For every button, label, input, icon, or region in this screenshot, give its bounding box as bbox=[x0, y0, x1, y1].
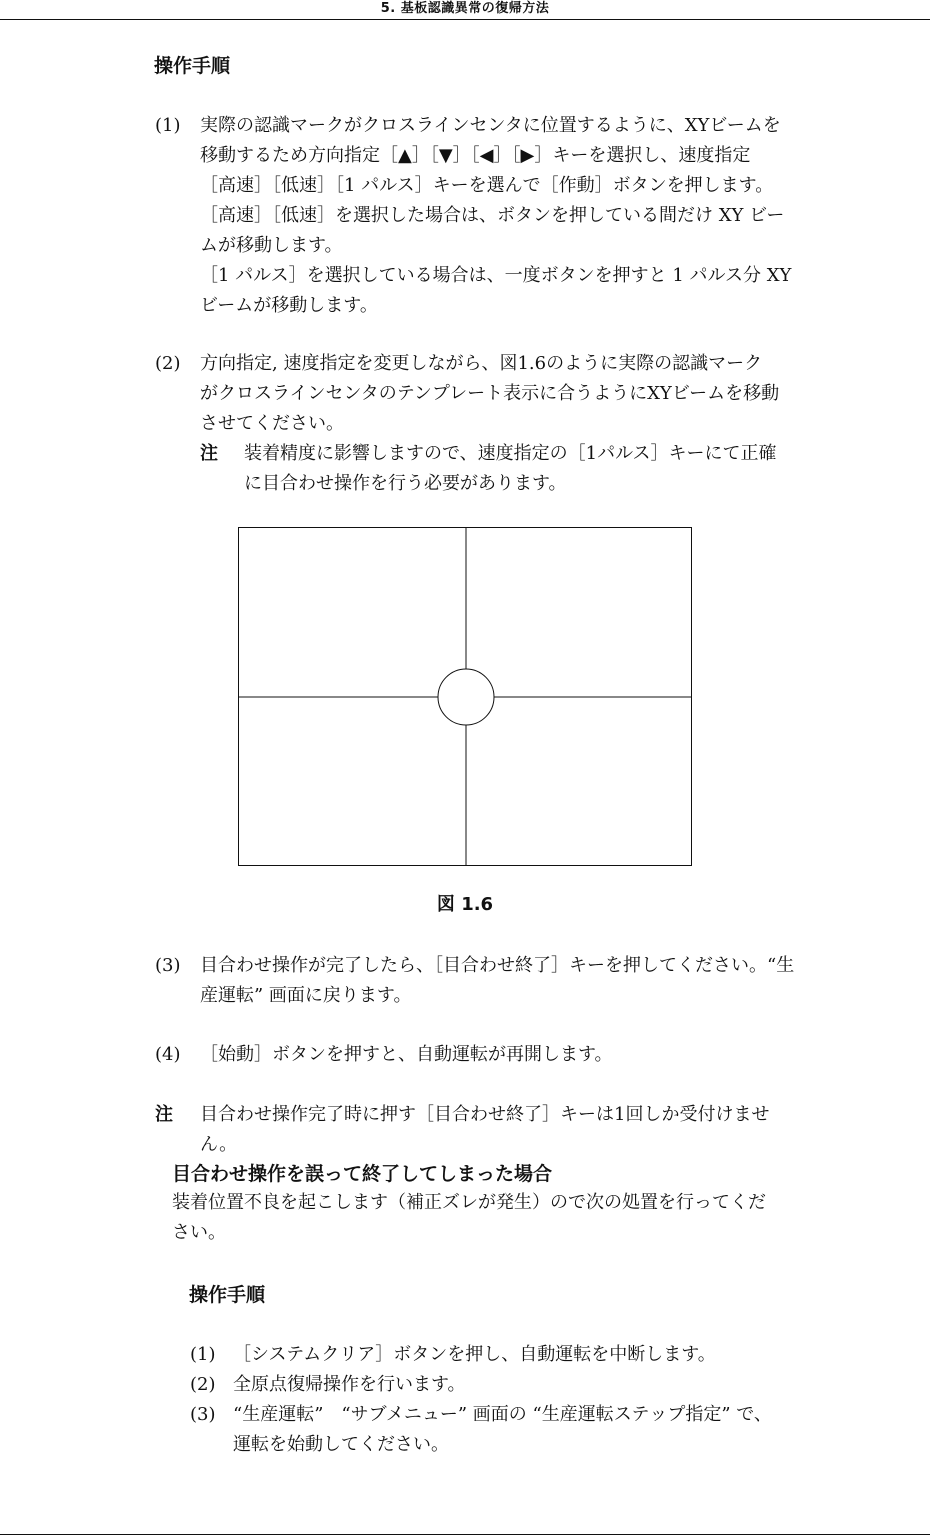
step-text bbox=[200, 111, 791, 321]
step-line: 移動するため方向指定［▲］［▼］［◀］［▶］キーを選択し、速度指定 bbox=[200, 145, 751, 166]
step-4 bbox=[155, 1040, 845, 1072]
recovery-step-number: (1) bbox=[190, 1344, 216, 1365]
step-line: がクロスラインセンタのテンプレート表示に合うようにXYビームを移動 bbox=[200, 383, 780, 404]
note-text bbox=[200, 1100, 769, 1160]
recovery-step-number: (3) bbox=[190, 1404, 216, 1425]
recovery-step-text bbox=[233, 1400, 772, 1460]
recovery-step-text bbox=[233, 1370, 466, 1400]
step-line: 実際の認識マークがクロスラインセンタに位置するように、XYビームを bbox=[200, 115, 781, 136]
note-body-line: さい。 bbox=[172, 1222, 226, 1243]
step-line: ［1 パルス］を選択している場合は、一度ボタンを押すと 1 パルス分 XY bbox=[200, 265, 792, 286]
caution-note bbox=[155, 1100, 845, 1250]
template-circle bbox=[438, 669, 494, 725]
crossline-figure bbox=[238, 527, 692, 866]
note-line: ん。 bbox=[200, 1134, 238, 1155]
step-line: させてください。 bbox=[200, 413, 344, 434]
recovery-steps bbox=[190, 1340, 850, 1465]
footer-rule bbox=[0, 1534, 930, 1535]
note-label: 注 bbox=[155, 1104, 173, 1125]
step-line: ［始動］ボタンを押すと、自動運転が再開します。 bbox=[200, 1044, 613, 1065]
note-line: に目合わせ操作を行う必要があります。 bbox=[244, 473, 567, 494]
step-line: ［高速］［低速］［1 パルス］キーを選んで［作動］ボタンを押します。 bbox=[200, 175, 774, 196]
step-number: (2) bbox=[155, 353, 181, 374]
figure-caption: 図 1.6 bbox=[436, 894, 494, 915]
step-number: (4) bbox=[155, 1044, 181, 1065]
recovery-line: 全原点復帰操作を行います。 bbox=[233, 1374, 466, 1395]
step-line: 目合わせ操作が完了したら、［目合わせ終了］キーを押してください。“生 bbox=[200, 955, 795, 976]
step-line: 方向指定, 速度指定を変更しながら、図1.6のように実際の認識マーク bbox=[200, 353, 763, 374]
note-body-line: 装着位置不良を起こします（補正ズレが発生）ので次の処置を行ってくだ bbox=[172, 1192, 766, 1213]
step-line: ムが移動します。 bbox=[200, 235, 343, 256]
step-3 bbox=[155, 951, 845, 1013]
recovery-step-text bbox=[233, 1340, 716, 1370]
note-body bbox=[172, 1188, 766, 1248]
note-label: 注 bbox=[200, 443, 218, 464]
recovery-line: ［システムクリア］ボタンを押し、自動運転を中断します。 bbox=[233, 1344, 716, 1365]
step-text bbox=[200, 1040, 613, 1070]
step-line: 産運転” 画面に戻ります。 bbox=[200, 985, 412, 1006]
note-line: 装着精度に影響しますので、速度指定の［1パルス］キーにて正確 bbox=[244, 443, 777, 464]
note-text bbox=[244, 439, 777, 499]
recovery-line: 運転を始動してください。 bbox=[233, 1434, 449, 1455]
step-text bbox=[200, 951, 794, 1011]
note-line: 目合わせ操作完了時に押す［目合わせ終了］キーは1回しか受付けませ bbox=[200, 1104, 770, 1125]
recovery-heading: 操作手順 bbox=[189, 1284, 266, 1306]
step-number: (1) bbox=[155, 115, 181, 136]
step-1 bbox=[155, 111, 845, 326]
note-subheading: 目合わせ操作を誤って終了してしまった場合 bbox=[172, 1163, 553, 1185]
recovery-step-number: (2) bbox=[190, 1374, 216, 1395]
header-title: 5. 基板認識異常の復帰方法 bbox=[380, 1, 550, 16]
crossline-template-graphic bbox=[239, 528, 691, 865]
step-text bbox=[200, 349, 779, 439]
recovery-line: “生産運転” “サブメニュー” 画面の “生産運転ステップ指定” で、 bbox=[233, 1404, 772, 1425]
header-rule bbox=[0, 19, 930, 20]
step-number: (3) bbox=[155, 955, 181, 976]
step-line: ビームが移動します。 bbox=[200, 295, 378, 316]
step-line: ［高速］［低速］を選択した場合は、ボタンを押している間だけ XY ビー bbox=[200, 205, 785, 226]
section-heading: 操作手順 bbox=[154, 55, 231, 77]
step-2 bbox=[155, 349, 845, 504]
